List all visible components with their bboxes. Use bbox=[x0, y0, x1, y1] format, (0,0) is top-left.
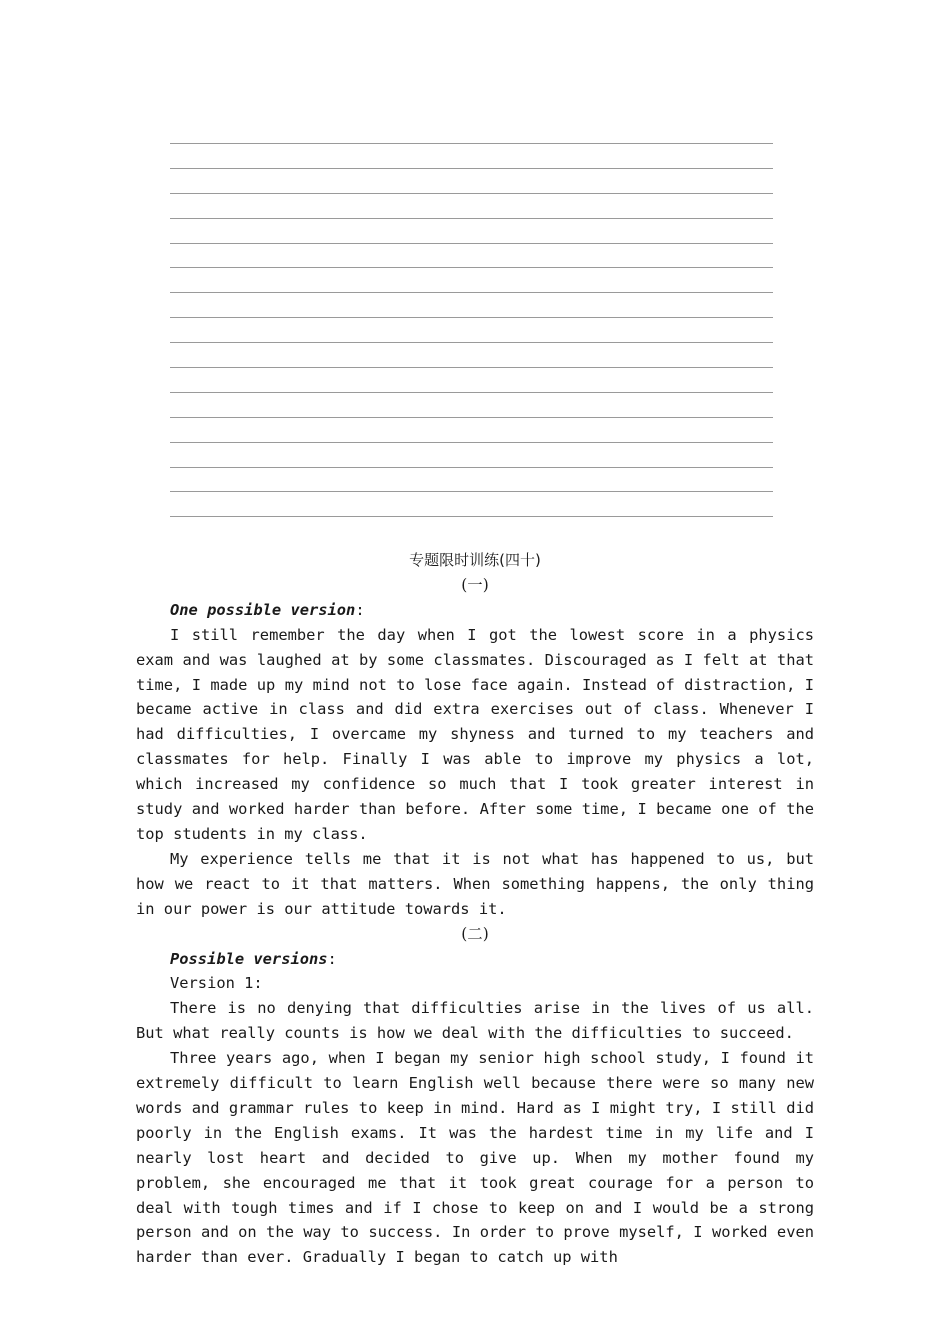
paragraph: There is no denying that difficulties arise in the lives of us all. But what really counts is how we deal with the difficulties to succeed. bbox=[136, 999, 814, 1043]
page-title: 专题限时训练(四十) bbox=[409, 551, 541, 569]
section-marker-1: (一) bbox=[461, 575, 489, 594]
writing-line bbox=[170, 392, 773, 417]
writing-line bbox=[170, 193, 773, 218]
section-label-text: Possible versions bbox=[170, 949, 328, 968]
writing-line bbox=[170, 292, 773, 317]
paragraph: My experience tells me that it is not what has happened to us, but how we react to it that matters. When something happens, the only thing in our power is our attitude towards it. bbox=[136, 849, 814, 918]
section-marker-2: (二) bbox=[461, 924, 489, 943]
writing-line bbox=[170, 491, 773, 516]
section-label-1 bbox=[136, 598, 814, 623]
writing-line bbox=[170, 367, 773, 392]
section-label-colon: : bbox=[327, 949, 337, 968]
section-label-2 bbox=[136, 947, 814, 972]
writing-line bbox=[170, 442, 773, 467]
writing-line bbox=[170, 218, 773, 243]
writing-line bbox=[170, 516, 773, 541]
writing-line bbox=[170, 467, 773, 492]
section-label-text: One possible version bbox=[170, 600, 356, 619]
version-label: Version 1: bbox=[170, 974, 263, 993]
writing-line bbox=[170, 168, 773, 193]
writing-line bbox=[170, 267, 773, 292]
writing-line bbox=[170, 317, 773, 342]
writing-line bbox=[170, 342, 773, 367]
paragraph: I still remember the day when I got the lowest score in a physics exam and was laughed at by some classmates. Discouraged as I felt at that time, I made up my mind not to lose face again. Instead of distraction, I became active in class and did extra exercises out of class. Whenever I had difficulties, I overcame my shyness and turned to my teachers and classmates for help. Finally I was able to improve my physics a lot, which increased my confidence so much that I took greater interest in study and worked harder than before. After some time, I became one of the top students in my class. bbox=[136, 625, 814, 843]
answer-content bbox=[136, 548, 814, 1270]
paragraph: Three years ago, when I began my senior high school study, I found it extremely difficult to learn English well because there were so many new words and grammar rules to keep in mind. Hard as I might try, I still did poorly in the English exams. It was the hardest time in my life and I nearly lost heart and decided to give up. When my mother found my problem, she encouraged me that it took great courage for a person to deal with tough times and if I chose to keep on and I would be a strong person and on the way to success. In order to prove myself, I worked even harder than ever. Gradually I began to catch up with bbox=[136, 1049, 814, 1267]
section-label-colon: : bbox=[355, 600, 365, 619]
writing-line bbox=[170, 417, 773, 442]
answer-writing-lines bbox=[170, 143, 773, 541]
writing-line bbox=[170, 143, 773, 168]
writing-line bbox=[170, 243, 773, 268]
